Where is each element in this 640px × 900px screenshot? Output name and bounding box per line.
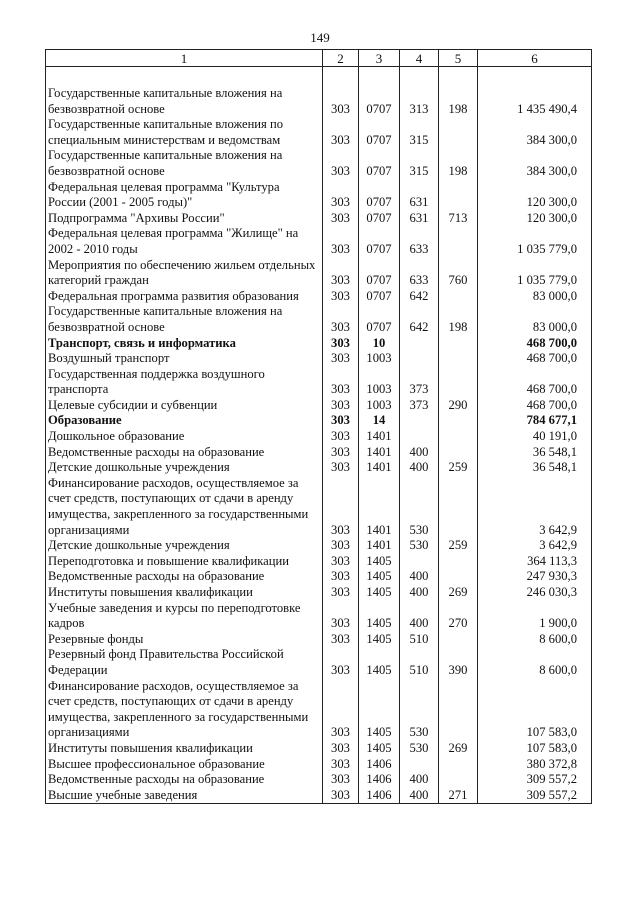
row-target-code: 313 (400, 86, 439, 117)
row-section-code: 1405 (359, 679, 400, 741)
row-section-code: 0707 (359, 180, 400, 211)
row-section-code: 1401 (359, 460, 400, 476)
row-target-code: 373 (400, 367, 439, 398)
row-target-code: 642 (400, 289, 439, 305)
table-row (46, 632, 592, 648)
table-row (46, 772, 592, 788)
table-row (46, 367, 592, 398)
row-target-code (400, 757, 439, 773)
table-row (46, 86, 592, 117)
row-amount: 36 548,1 (478, 445, 592, 461)
table-row (46, 117, 592, 148)
row-name: Воздушный транспорт (46, 351, 323, 367)
row-ministry-code: 303 (323, 741, 359, 757)
row-expense-code (439, 569, 478, 585)
row-ministry-code: 303 (323, 460, 359, 476)
table-row (46, 148, 592, 179)
row-name: Высшие учебные заведения (46, 788, 323, 804)
row-section-code: 1405 (359, 585, 400, 601)
row-section-code: 1405 (359, 647, 400, 678)
row-section-code: 0707 (359, 289, 400, 305)
row-name: Государственные капитальные вложения по специальным министерствам и ведомствам (46, 117, 323, 148)
row-section-code: 1406 (359, 788, 400, 804)
row-expense-code (439, 679, 478, 741)
row-expense-code (439, 351, 478, 367)
row-name: Федеральная целевая программа "Жилище" на 2002 - 2010 годы (46, 226, 323, 257)
row-target-code: 633 (400, 258, 439, 289)
row-target-code: 400 (400, 585, 439, 601)
row-amount: 40 191,0 (478, 429, 592, 445)
row-ministry-code: 303 (323, 757, 359, 773)
row-target-code: 400 (400, 788, 439, 804)
row-target-code (400, 413, 439, 429)
row-name: Федеральная целевая программа "Культура России (2001 - 2005 годы)" (46, 180, 323, 211)
row-expense-code (439, 757, 478, 773)
table-row (46, 398, 592, 414)
row-ministry-code: 303 (323, 398, 359, 414)
table-body (46, 67, 592, 804)
row-amount: 468 700,0 (478, 367, 592, 398)
row-ministry-code: 303 (323, 554, 359, 570)
row-ministry-code: 303 (323, 772, 359, 788)
row-expense-code: 271 (439, 788, 478, 804)
row-target-code: 631 (400, 211, 439, 227)
row-name: Государственные капитальные вложения на безвозвратной основе (46, 304, 323, 335)
row-ministry-code: 303 (323, 226, 359, 257)
column-header-4: 4 (400, 50, 439, 67)
row-section-code: 0707 (359, 117, 400, 148)
row-amount: 309 557,2 (478, 788, 592, 804)
row-name: Ведомственные расходы на образование (46, 445, 323, 461)
row-ministry-code: 303 (323, 445, 359, 461)
row-section-code: 0707 (359, 211, 400, 227)
row-amount: 1 035 779,0 (478, 226, 592, 257)
row-target-code (400, 336, 439, 352)
row-amount: 784 677,1 (478, 413, 592, 429)
row-target-code: 373 (400, 398, 439, 414)
row-section-code: 1401 (359, 445, 400, 461)
table-row (46, 679, 592, 741)
row-section-code: 1405 (359, 632, 400, 648)
row-expense-code (439, 413, 478, 429)
row-amount: 246 030,3 (478, 585, 592, 601)
row-amount: 36 548,1 (478, 460, 592, 476)
row-section-code: 1003 (359, 367, 400, 398)
row-expense-code (439, 289, 478, 305)
table-row (46, 211, 592, 227)
row-target-code: 400 (400, 569, 439, 585)
table-row (46, 601, 592, 632)
row-ministry-code: 303 (323, 538, 359, 554)
table-row (46, 258, 592, 289)
row-target-code: 400 (400, 460, 439, 476)
row-section-code: 1406 (359, 757, 400, 773)
table-row (46, 180, 592, 211)
row-ministry-code: 303 (323, 569, 359, 585)
row-section-code: 0707 (359, 258, 400, 289)
table-row (46, 460, 592, 476)
row-amount: 8 600,0 (478, 632, 592, 648)
row-ministry-code: 303 (323, 632, 359, 648)
row-expense-code (439, 367, 478, 398)
row-name: Транспорт, связь и информатика (46, 336, 323, 352)
table-row (46, 741, 592, 757)
page-number: 149 (310, 30, 330, 45)
row-name: Переподготовка и повышение квалификации (46, 554, 323, 570)
column-header-5: 5 (439, 50, 478, 67)
row-amount: 3 642,9 (478, 476, 592, 538)
row-target-code: 530 (400, 741, 439, 757)
row-section-code: 1401 (359, 429, 400, 445)
row-expense-code (439, 445, 478, 461)
row-target-code: 530 (400, 476, 439, 538)
row-section-code: 1405 (359, 569, 400, 585)
row-target-code: 400 (400, 601, 439, 632)
row-ministry-code: 303 (323, 788, 359, 804)
row-expense-code (439, 429, 478, 445)
row-expense-code: 198 (439, 304, 478, 335)
row-target-code: 510 (400, 647, 439, 678)
row-amount: 247 930,3 (478, 569, 592, 585)
table-row (46, 289, 592, 305)
row-target-code (400, 554, 439, 570)
row-target-code: 400 (400, 772, 439, 788)
row-amount: 380 372,8 (478, 757, 592, 773)
row-expense-code: 290 (439, 398, 478, 414)
table-row (46, 569, 592, 585)
column-header-2: 2 (323, 50, 359, 67)
table-row (46, 226, 592, 257)
column-header-1: 1 (46, 50, 323, 67)
row-section-code: 10 (359, 336, 400, 352)
row-ministry-code: 303 (323, 148, 359, 179)
row-name: Дошкольное образование (46, 429, 323, 445)
row-section-code: 1405 (359, 741, 400, 757)
table-row (46, 647, 592, 678)
row-amount: 1 435 490,4 (478, 86, 592, 117)
row-target-code: 633 (400, 226, 439, 257)
table-spacer-row (46, 67, 592, 87)
row-expense-code: 269 (439, 741, 478, 757)
row-target-code (400, 429, 439, 445)
section-row (46, 336, 592, 352)
row-amount: 384 300,0 (478, 117, 592, 148)
row-ministry-code: 303 (323, 304, 359, 335)
row-name: Резервный фонд Правительства Российской Федерации (46, 647, 323, 678)
row-expense-code: 713 (439, 211, 478, 227)
row-amount: 8 600,0 (478, 647, 592, 678)
row-name: Ведомственные расходы на образование (46, 772, 323, 788)
row-ministry-code: 303 (323, 86, 359, 117)
row-section-code: 1401 (359, 538, 400, 554)
row-amount: 120 300,0 (478, 180, 592, 211)
row-expense-code (439, 772, 478, 788)
table-header (46, 50, 592, 67)
row-expense-code (439, 554, 478, 570)
row-target-code: 315 (400, 148, 439, 179)
row-expense-code (439, 226, 478, 257)
row-target-code: 530 (400, 538, 439, 554)
row-expense-code: 259 (439, 538, 478, 554)
row-name: Резервные фонды (46, 632, 323, 648)
row-section-code: 0707 (359, 304, 400, 335)
row-name: Мероприятия по обеспечению жильем отдельных категорий граждан (46, 258, 323, 289)
row-ministry-code: 303 (323, 351, 359, 367)
row-ministry-code: 303 (323, 180, 359, 211)
row-ministry-code: 303 (323, 585, 359, 601)
row-section-code: 14 (359, 413, 400, 429)
row-name: Детские дошкольные учреждения (46, 538, 323, 554)
row-target-code: 400 (400, 445, 439, 461)
row-amount: 120 300,0 (478, 211, 592, 227)
row-name: Образование (46, 413, 323, 429)
row-name: Учебные заведения и курсы по переподготовке кадров (46, 601, 323, 632)
row-amount: 1 900,0 (478, 601, 592, 632)
row-expense-code (439, 632, 478, 648)
row-amount: 107 583,0 (478, 679, 592, 741)
row-amount: 309 557,2 (478, 772, 592, 788)
row-amount: 364 113,3 (478, 554, 592, 570)
row-name: Ведомственные расходы на образование (46, 569, 323, 585)
row-amount: 1 035 779,0 (478, 258, 592, 289)
row-name: Институты повышения квалификации (46, 741, 323, 757)
row-expense-code: 198 (439, 86, 478, 117)
row-expense-code: 390 (439, 647, 478, 678)
row-ministry-code: 303 (323, 367, 359, 398)
table-row (46, 757, 592, 773)
row-ministry-code: 303 (323, 258, 359, 289)
column-header-6: 6 (478, 50, 592, 67)
row-name: Финансирование расходов, осуществляемое за счет средств, поступающих от сдачи в аренду имущества, закрепленного за государственными организациями (46, 476, 323, 538)
row-name: Государственные капитальные вложения на безвозвратной основе (46, 148, 323, 179)
row-section-code: 1003 (359, 398, 400, 414)
row-ministry-code: 303 (323, 289, 359, 305)
row-ministry-code: 303 (323, 413, 359, 429)
row-amount: 3 642,9 (478, 538, 592, 554)
row-name: Подпрограмма "Архивы России" (46, 211, 323, 227)
row-amount: 468 700,0 (478, 336, 592, 352)
row-ministry-code: 303 (323, 117, 359, 148)
table-row (46, 476, 592, 538)
row-ministry-code: 303 (323, 476, 359, 538)
row-name: Государственная поддержка воздушного транспорта (46, 367, 323, 398)
budget-table (45, 49, 592, 804)
row-ministry-code: 303 (323, 429, 359, 445)
row-section-code: 1405 (359, 554, 400, 570)
column-header-3: 3 (359, 50, 400, 67)
row-name: Целевые субсидии и субвенции (46, 398, 323, 414)
row-section-code: 1405 (359, 601, 400, 632)
table-row (46, 538, 592, 554)
row-section-code: 0707 (359, 148, 400, 179)
row-name: Институты повышения квалификации (46, 585, 323, 601)
row-ministry-code: 303 (323, 601, 359, 632)
row-name: Детские дошкольные учреждения (46, 460, 323, 476)
row-expense-code: 270 (439, 601, 478, 632)
row-expense-code (439, 336, 478, 352)
row-section-code: 0707 (359, 86, 400, 117)
row-expense-code (439, 476, 478, 538)
table-row (46, 788, 592, 804)
row-expense-code (439, 117, 478, 148)
table-row (46, 429, 592, 445)
row-name: Государственные капитальные вложения на безвозвратной основе (46, 86, 323, 117)
table-row (46, 554, 592, 570)
table-row (46, 585, 592, 601)
row-ministry-code: 303 (323, 211, 359, 227)
row-expense-code: 259 (439, 460, 478, 476)
row-amount: 468 700,0 (478, 398, 592, 414)
row-target-code: 631 (400, 180, 439, 211)
row-expense-code: 269 (439, 585, 478, 601)
row-target-code: 315 (400, 117, 439, 148)
row-name: Высшее профессиональное образование (46, 757, 323, 773)
row-amount: 384 300,0 (478, 148, 592, 179)
row-name: Финансирование расходов, осуществляемое за счет средств, поступающих от сдачи в аренду имущества, закрепленного за государственными организациями (46, 679, 323, 741)
row-target-code (400, 351, 439, 367)
row-amount: 107 583,0 (478, 741, 592, 757)
row-ministry-code: 303 (323, 336, 359, 352)
row-target-code: 530 (400, 679, 439, 741)
row-amount: 83 000,0 (478, 289, 592, 305)
row-expense-code: 760 (439, 258, 478, 289)
row-target-code: 510 (400, 632, 439, 648)
row-expense-code: 198 (439, 148, 478, 179)
table-row (46, 304, 592, 335)
row-section-code: 1401 (359, 476, 400, 538)
row-ministry-code: 303 (323, 647, 359, 678)
row-name: Федеральная программа развития образования (46, 289, 323, 305)
row-amount: 468 700,0 (478, 351, 592, 367)
table-row (46, 351, 592, 367)
row-target-code: 642 (400, 304, 439, 335)
row-section-code: 1406 (359, 772, 400, 788)
row-ministry-code: 303 (323, 679, 359, 741)
table-row (46, 445, 592, 461)
row-section-code: 1003 (359, 351, 400, 367)
row-expense-code (439, 180, 478, 211)
section-row (46, 413, 592, 429)
row-section-code: 0707 (359, 226, 400, 257)
row-amount: 83 000,0 (478, 304, 592, 335)
